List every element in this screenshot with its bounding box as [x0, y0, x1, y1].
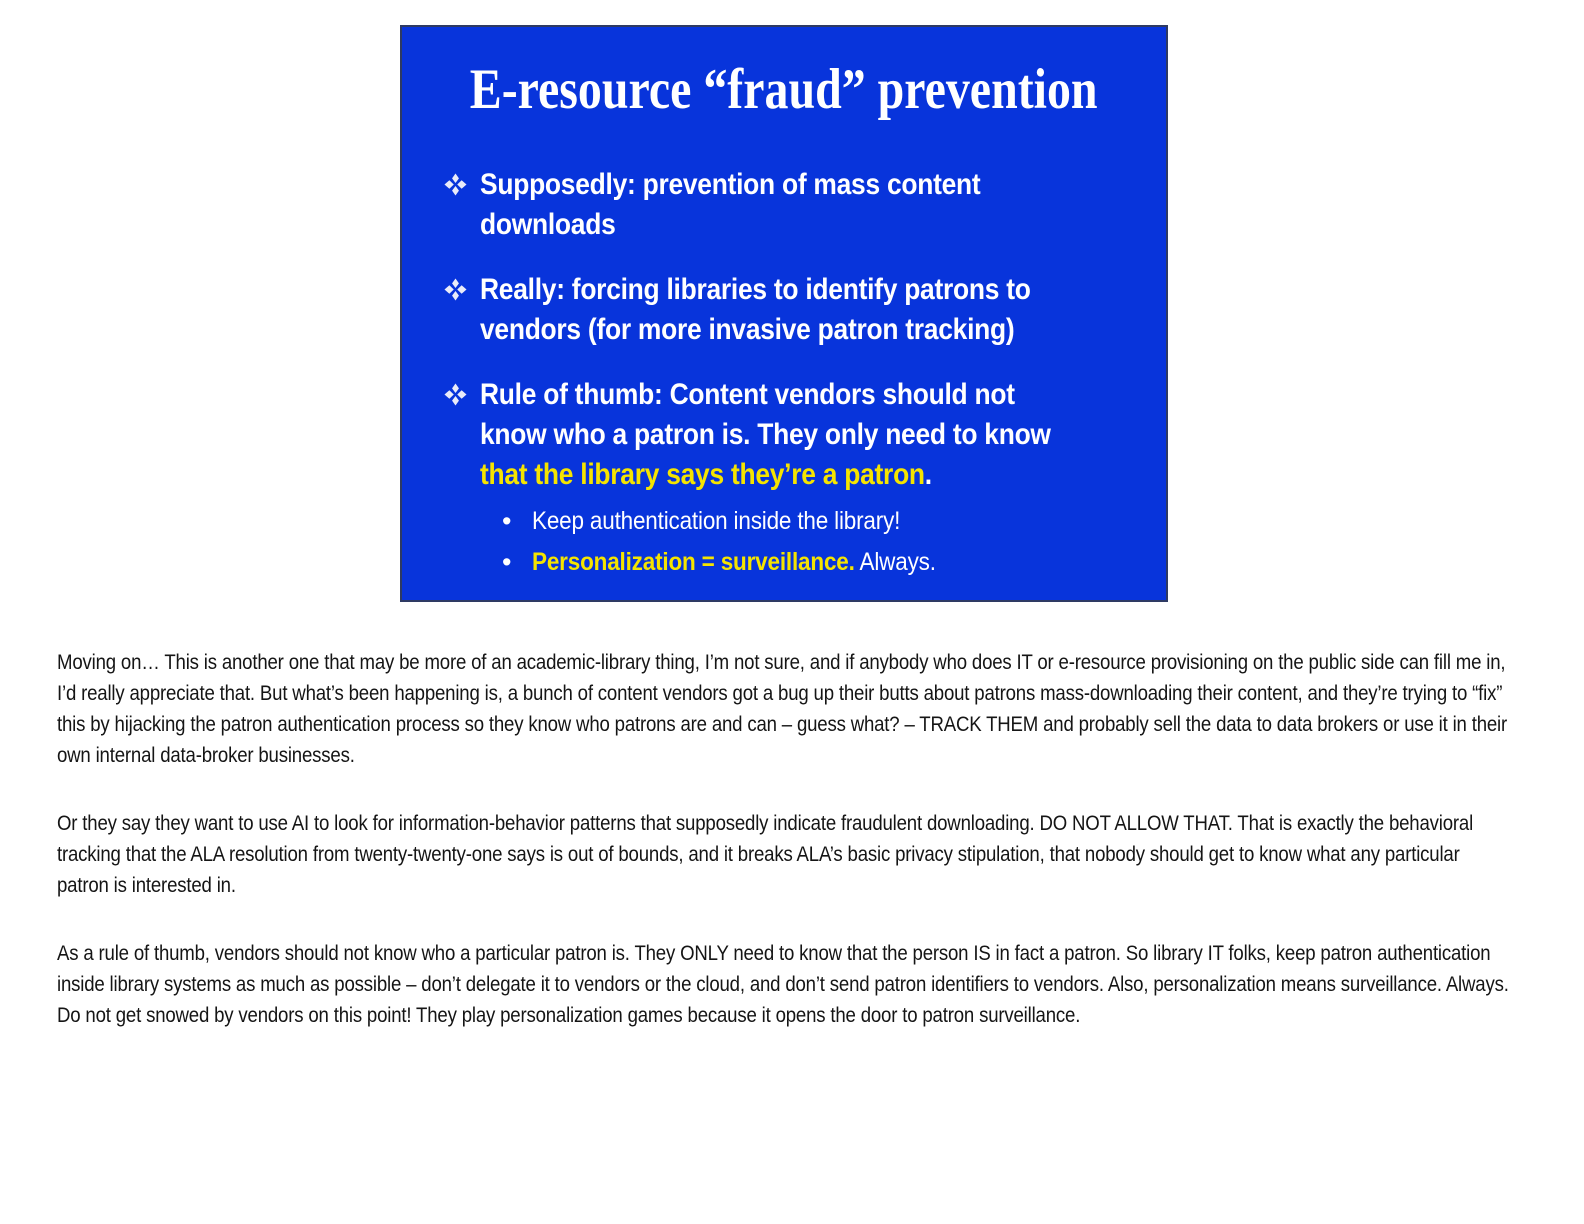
bullet-text	[480, 270, 1084, 350]
speaker-notes	[57, 647, 1510, 1068]
dot-bullet-icon: •	[502, 547, 512, 577]
diamond-bullet-icon	[444, 270, 480, 306]
notes-paragraph-1: Moving on… This is another one that may be more of an academic-library thing, I’m not sure, and if anybody who does IT or e-resource provisioning on the public side can fill me in, I’d really appreciate that. But what’s been happening is, a bunch of content vendors got a bug up their butts about patrons mass-downloading their content, and they’re trying to “fix” this by hijacking the patron authentication process so they know who patrons are and can – guess what? – TRACK THEM and probably sell the data to data brokers or use it in their own internal data-broker businesses.	[57, 651, 1508, 767]
sub-bullet-run-highlight: Personalization = surveillance.	[532, 548, 855, 576]
sub-bullet-run: Keep authentication inside the library!	[532, 507, 901, 535]
diamond-bullet-icon	[444, 375, 480, 411]
bullet-list	[444, 165, 1166, 578]
bullet-run: Supposedly: prevention of mass content downloads	[480, 168, 981, 241]
slide-title-text: E-resource “fraud” prevention	[470, 58, 1098, 121]
bullet-text	[480, 165, 1084, 245]
sub-bullet-run: Always.	[854, 548, 936, 576]
slide	[400, 25, 1168, 602]
slide-title	[402, 57, 1166, 125]
bullet-run: Really: forcing libraries to identify patrons to vendors (for more invasive patron tracking)	[480, 273, 1031, 346]
sub-bullet-list	[502, 505, 1166, 578]
sub-bullet-item-authentication	[502, 505, 1166, 537]
bullet-text	[480, 375, 1084, 495]
sub-bullet-item-personalization	[502, 546, 1166, 578]
bullet-item-rule-of-thumb	[444, 375, 1166, 495]
notes-paragraph-3: As a rule of thumb, vendors should not know who a particular patron is. They ONLY need to know that the person IS in fact a patron. So library IT folks, keep patron authentication inside library systems as much as possible – don’t delegate it to vendors or the cloud, and don’t send patron identifiers to vendors. Also, personalization means surveillance. Always. Do not get snowed by vendors on this point! They play personalization games because it opens the door to patron surveillance.	[57, 942, 1509, 1027]
bullet-run: .	[924, 458, 932, 491]
bullet-run: Rule of thumb: Content vendors should not know who a patron is. They only need to know	[480, 378, 1051, 451]
dot-bullet-icon: •	[502, 506, 512, 536]
bullet-item-supposedly	[444, 165, 1166, 245]
notes-paragraph-2: Or they say they want to use AI to look for information-behavior patterns that supposedly indicate fraudulent downloading. DO NOT ALLOW THAT. That is exactly the behavioral tracking that the ALA resolution from twenty-twenty-one says is out of bounds, and it breaks ALA’s basic privacy stipulation, that nobody should get to know what any particular patron is interested in.	[57, 812, 1474, 897]
bullet-item-really	[444, 270, 1166, 350]
diamond-bullet-icon	[444, 165, 480, 201]
sub-bullet-text	[532, 546, 1103, 578]
sub-bullet-text	[532, 505, 1103, 537]
bullet-run-highlight: that the library says they’re a patron	[480, 458, 925, 491]
